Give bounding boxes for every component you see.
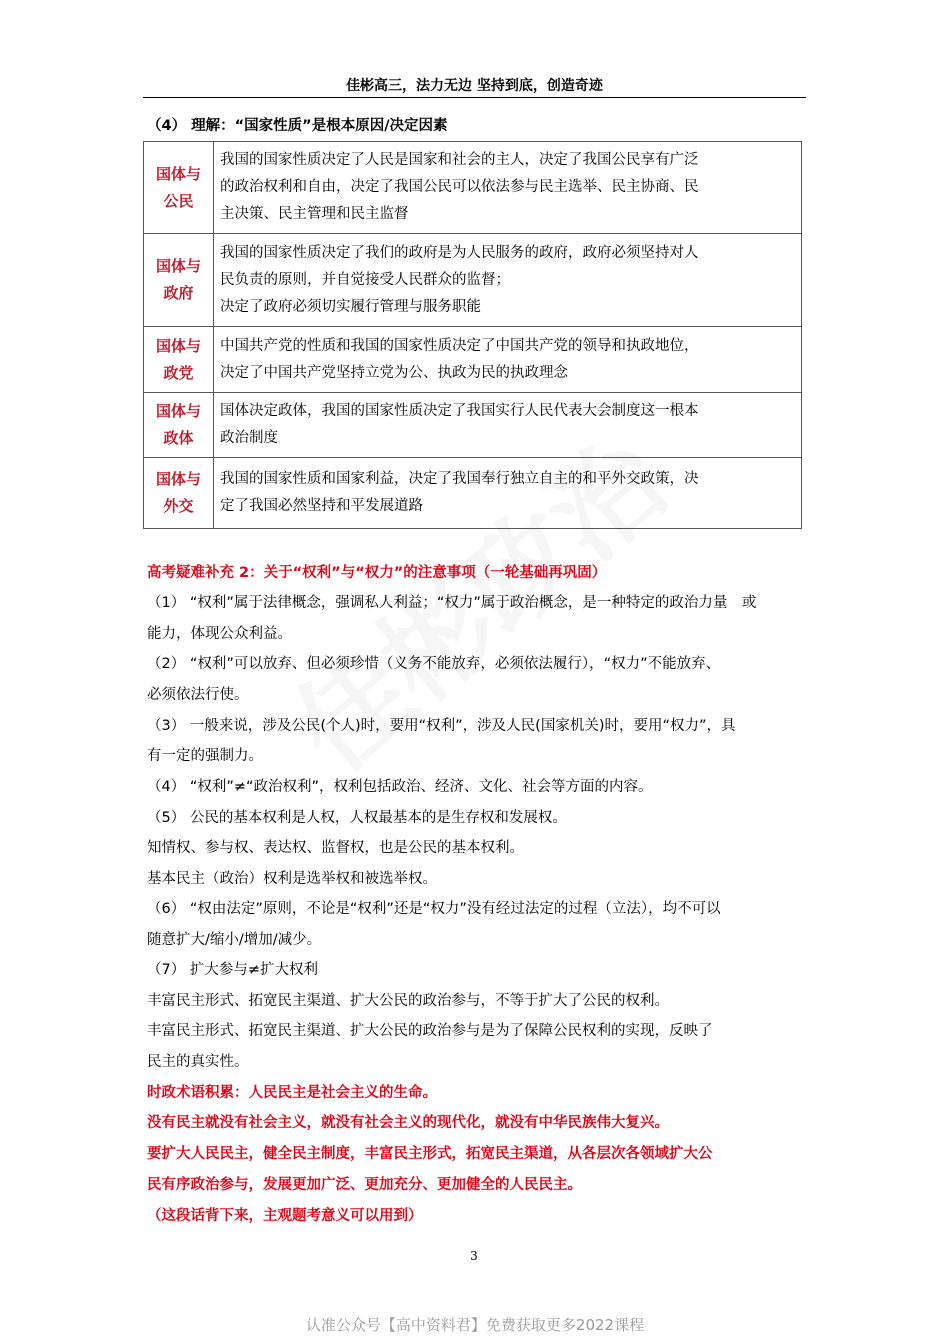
row-content: 我国的国家性质和国家利益，决定了我国奉行独立自主的和平外交政策，决 定了我国必然坚持和平发展道路 [214,458,802,529]
table-row [144,142,802,234]
row-label: 国体与 政体 [144,393,214,458]
row-label: 国体与 政府 [144,234,214,327]
supplement-line: （1） “权利”属于法律概念，强调私人利益；“权力”属于政治概念，是一种特定的政治力量 或 [147,595,757,611]
politics-terms-line: 要扩大人民民主，健全民主制度，丰富民主形式，拓宽民主渠道，从各层次各领域扩大公 [147,1146,713,1162]
row-label: 国体与 公民 [144,142,214,234]
politics-terms-line: 时政术语积累：人民民主是社会主义的生命。 [147,1085,437,1101]
page-number: 3 [470,1249,478,1263]
supplement-line: 随意扩大/缩小/增加/减少。 [147,932,322,948]
table-row [144,458,802,529]
supplement-line: （2） “权利”可以放弃、但必须珍惜（义务不能放弃，必须依法履行），“权力”不能放弃、 [147,656,721,672]
row-content: 国体决定政体，我国的国家性质决定了我国实行人民代表大会制度这一根本 政治制度 [214,393,802,458]
page-header: 佳彬高三，法力无边 坚持到底，创造奇迹 [346,78,603,94]
supplement-line: 必须依法行使。 [147,687,249,703]
national-nature-table [143,141,802,529]
supplement-line: 有一定的强制力。 [147,748,263,764]
supplement-line: 能力，体现公众利益。 [147,626,292,642]
politics-terms-line: 没有民主就没有社会主义，就没有社会主义的现代化，就没有中华民族伟大复兴。 [147,1115,669,1131]
table-row [144,393,802,458]
supplement-line: （3） 一般来说，涉及公民(个人)时，要用“权利”，涉及人民(国家机关)时，要用“权力”，具 [147,718,736,734]
supplement-line: 民主的真实性。 [147,1054,249,1070]
supplement-line: 丰富民主形式、拓宽民主渠道、扩大公民的政治参与，不等于扩大了公民的权利。 [147,993,669,1009]
row-content: 我国的国家性质决定了我们的政府是为人民服务的政府，政府必须坚持对人 民负责的原则，并自觉接受人民群众的监督； 决定了政府必须切实履行管理与服务职能 [214,234,802,327]
table-row [144,327,802,393]
supplement-line: 基本民主（政治）权利是选举权和被选举权。 [147,871,437,887]
row-content: 我国的国家性质决定了人民是国家和社会的主人，决定了我国公民享有广泛 的政治权利和自由，决定了我国公民可以依法参与民主选举、民主协商、民 主决策、民主管理和民主监督 [214,142,802,234]
supplement-line: 知情权、参与权、表达权、监督权，也是公民的基本权利。 [147,840,524,856]
table-row [144,234,802,327]
politics-terms-line: （这段话背下来，主观题考意义可以用到） [147,1208,423,1224]
supplement-line: （5） 公民的基本权利是人权，人权最基本的是生存权和发展权。 [147,810,567,826]
supplement-line: （6） “权由法定”原则，不论是“权利”还是“权力”没有经过法定的过程（立法），均不可以 [147,901,721,917]
supplement-title: 高考疑难补充 2：关于“权利”与“权力”的注意事项（一轮基础再巩固） [147,565,607,581]
supplement-line: （7） 扩大参与≠扩大权利 [147,962,318,978]
footer-note: 认准公众号【高中资料君】免费获取更多2022课程 [305,1316,645,1334]
row-content: 中国共产党的性质和我国的国家性质决定了中国共产党的领导和执政地位， 决定了中国共产党坚持立党为公、执政为民的执政理念 [214,327,802,393]
supplement-line: 丰富民主形式、拓宽民主渠道、扩大公民的政治参与是为了保障公民权利的实现，反映了 [147,1023,713,1039]
supplement-line: （4） “权利”≠“政治权利”，权利包括政治、经济、文化、社会等方面的内容。 [147,779,653,795]
header-divider [143,97,806,98]
section-title: （4） 理解：“国家性质”是根本原因/决定因素 [147,118,448,134]
row-label: 国体与 外交 [144,458,214,529]
row-label: 国体与 政党 [144,327,214,393]
politics-terms-line: 民有序政治参与，发展更加广泛、更加充分、更加健全的人民民主。 [147,1177,582,1193]
